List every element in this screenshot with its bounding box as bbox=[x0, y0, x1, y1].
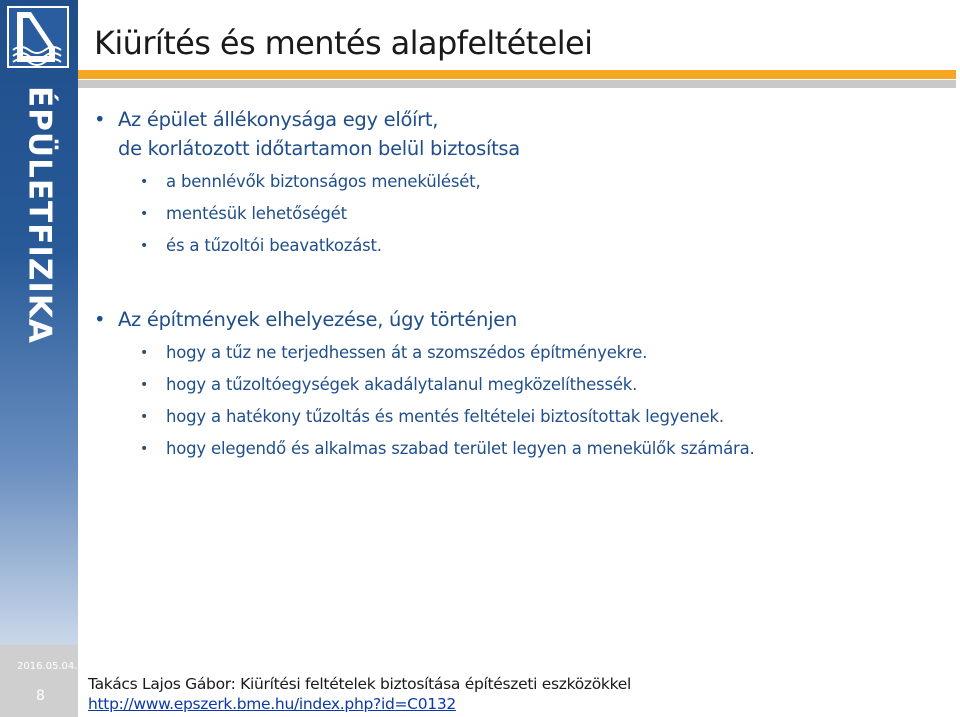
bullet-level2: • hogy a tűz ne terjedhessen át a szomszédos építményekre. bbox=[140, 343, 648, 362]
bullet-level2: • hogy elegendő és alkalmas szabad terület legyen a menekülők számára. bbox=[140, 439, 755, 458]
bullet-dot-icon: • bbox=[140, 377, 149, 393]
footer-date: 2016.05.04. bbox=[17, 661, 78, 672]
bullet-dot-icon: • bbox=[140, 174, 149, 190]
bullet-level1: • Az építmények elhelyezése, úgy történjen bbox=[118, 305, 517, 334]
sidebar-vertical-title: ÉPÜLETFIZIKA bbox=[21, 86, 58, 344]
title-accent-bar bbox=[78, 70, 956, 79]
bullet-level2: • a bennlévők biztonságos menekülését, bbox=[140, 172, 481, 191]
title-underline bbox=[78, 80, 956, 88]
logo bbox=[7, 6, 69, 68]
footer-link[interactable]: http://www.epszerk.bme.hu/index.php?id=C0132 bbox=[88, 695, 456, 713]
bullet-dot-icon: • bbox=[140, 409, 149, 425]
bullet-level2: • hogy a tűzoltóegységek akadálytalanul megközelíthessék. bbox=[140, 375, 638, 394]
sidebar bbox=[0, 0, 78, 717]
slide-title: Kiürítés és mentés alapfeltételei bbox=[94, 24, 593, 62]
logo-icon bbox=[9, 8, 67, 66]
bullet-dot-icon: • bbox=[140, 206, 149, 222]
bullet-level2: • és a tűzoltói beavatkozást. bbox=[140, 236, 382, 255]
bullet-level1: • Az épület állékonysága egy előírt, bbox=[118, 105, 438, 134]
bullet-level2: • hogy a hatékony tűzoltás és mentés feltételei biztosítottak legyenek. bbox=[140, 407, 724, 426]
bullet-dot-icon: • bbox=[94, 308, 106, 331]
bullet-dot-icon: • bbox=[140, 345, 149, 361]
footer-credit: Takács Lajos Gábor: Kiürítési feltételek biztosítása építészeti eszközökkel bbox=[88, 675, 631, 693]
bullet-level2: • mentésük lehetőségét bbox=[140, 204, 347, 223]
bullet-dot-icon: • bbox=[140, 441, 149, 457]
bullet-level1-continuation: de korlátozott időtartamon belül biztosítsa bbox=[118, 137, 520, 160]
bullet-dot-icon: • bbox=[140, 238, 149, 254]
footer-panel bbox=[0, 645, 78, 717]
bullet-dot-icon: • bbox=[94, 108, 106, 131]
page-number: 8 bbox=[36, 688, 45, 704]
